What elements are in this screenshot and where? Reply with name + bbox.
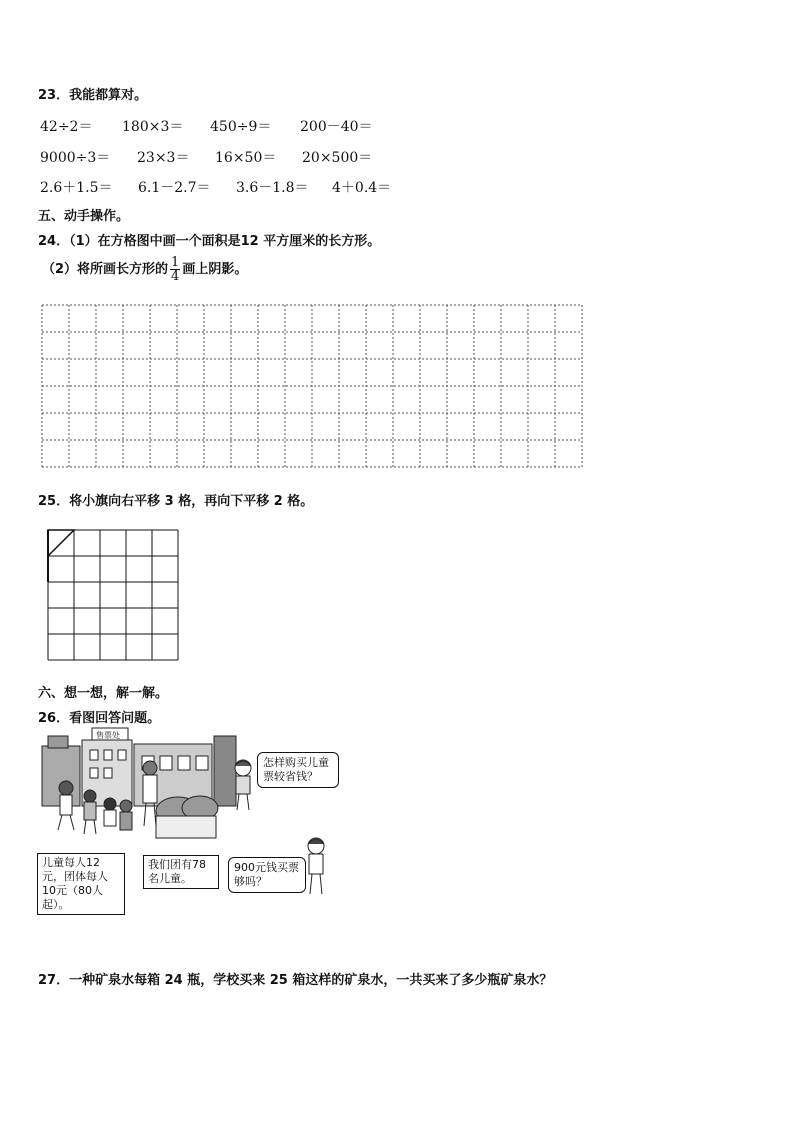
buildings-illustration	[42, 728, 236, 806]
bushes-illustration	[156, 796, 218, 838]
q24-line1: 24．（1）在方格图中画一个面积是12 平方厘米的长方形。	[38, 234, 381, 249]
fraction-denominator: 4	[171, 269, 180, 284]
boy-bottom-illustration	[308, 838, 324, 894]
q23-eq-r2c4: 20×500＝	[302, 150, 373, 166]
q24-line2-after: 画上阴影。	[182, 262, 248, 277]
q25-flag-grid[interactable]	[47, 529, 179, 661]
fraction-one-quarter	[170, 256, 180, 283]
ticket-office-sign: 售票处	[96, 731, 120, 740]
group-size-box: 我们团有78名儿童。	[143, 855, 219, 889]
q23-eq-r3c3: 3.6－1.8＝	[236, 180, 309, 196]
q24-line2	[42, 256, 247, 283]
q23-eq-r2c3: 16×50＝	[215, 150, 277, 166]
q23-eq-r2c2: 23×3＝	[137, 150, 190, 166]
q23-eq-r1c1: 42÷2＝	[40, 119, 93, 135]
q25-title: 25．将小旗向右平移 3 格，再向下平移 2 格。	[38, 494, 314, 509]
q23-eq-r3c4: 4＋0.4＝	[332, 180, 392, 196]
q23-title: 23．我能都算对。	[38, 88, 148, 103]
flag-icon	[48, 530, 74, 556]
q24-square-grid[interactable]	[41, 304, 585, 470]
fraction-numerator: 1	[171, 255, 180, 270]
q27-title: 27．一种矿泉水每箱 24 瓶，学校买来 25 箱这样的矿泉水，一共买来了多少瓶矿泉水？	[38, 973, 553, 988]
boy-top-illustration	[235, 760, 251, 810]
price-info-box: 儿童每人12元，团体每人10元（80人起）。	[37, 853, 125, 915]
speech-bubble-bottom: 900元钱买票够吗？	[228, 857, 306, 893]
speech-bubble-top: 怎样购买儿童票较省钱？	[257, 752, 339, 788]
q23-eq-r2c1: 9000÷3＝	[40, 150, 111, 166]
q24-line2-before: （2）将所画长方形的	[42, 262, 169, 277]
q26-title: 26．看图回答问题。	[38, 711, 161, 726]
section5-title: 五、动手操作。	[38, 209, 130, 224]
q23-eq-r3c2: 6.1－2.7＝	[138, 180, 211, 196]
q23-eq-r1c4: 200－40＝	[300, 119, 373, 135]
q23-eq-r1c2: 180×3＝	[122, 119, 184, 135]
q23-eq-r1c3: 450÷9＝	[210, 119, 272, 135]
section6-title: 六、想一想，解一解。	[38, 686, 169, 701]
q23-eq-r3c1: 2.6＋1.5＝	[40, 180, 113, 196]
